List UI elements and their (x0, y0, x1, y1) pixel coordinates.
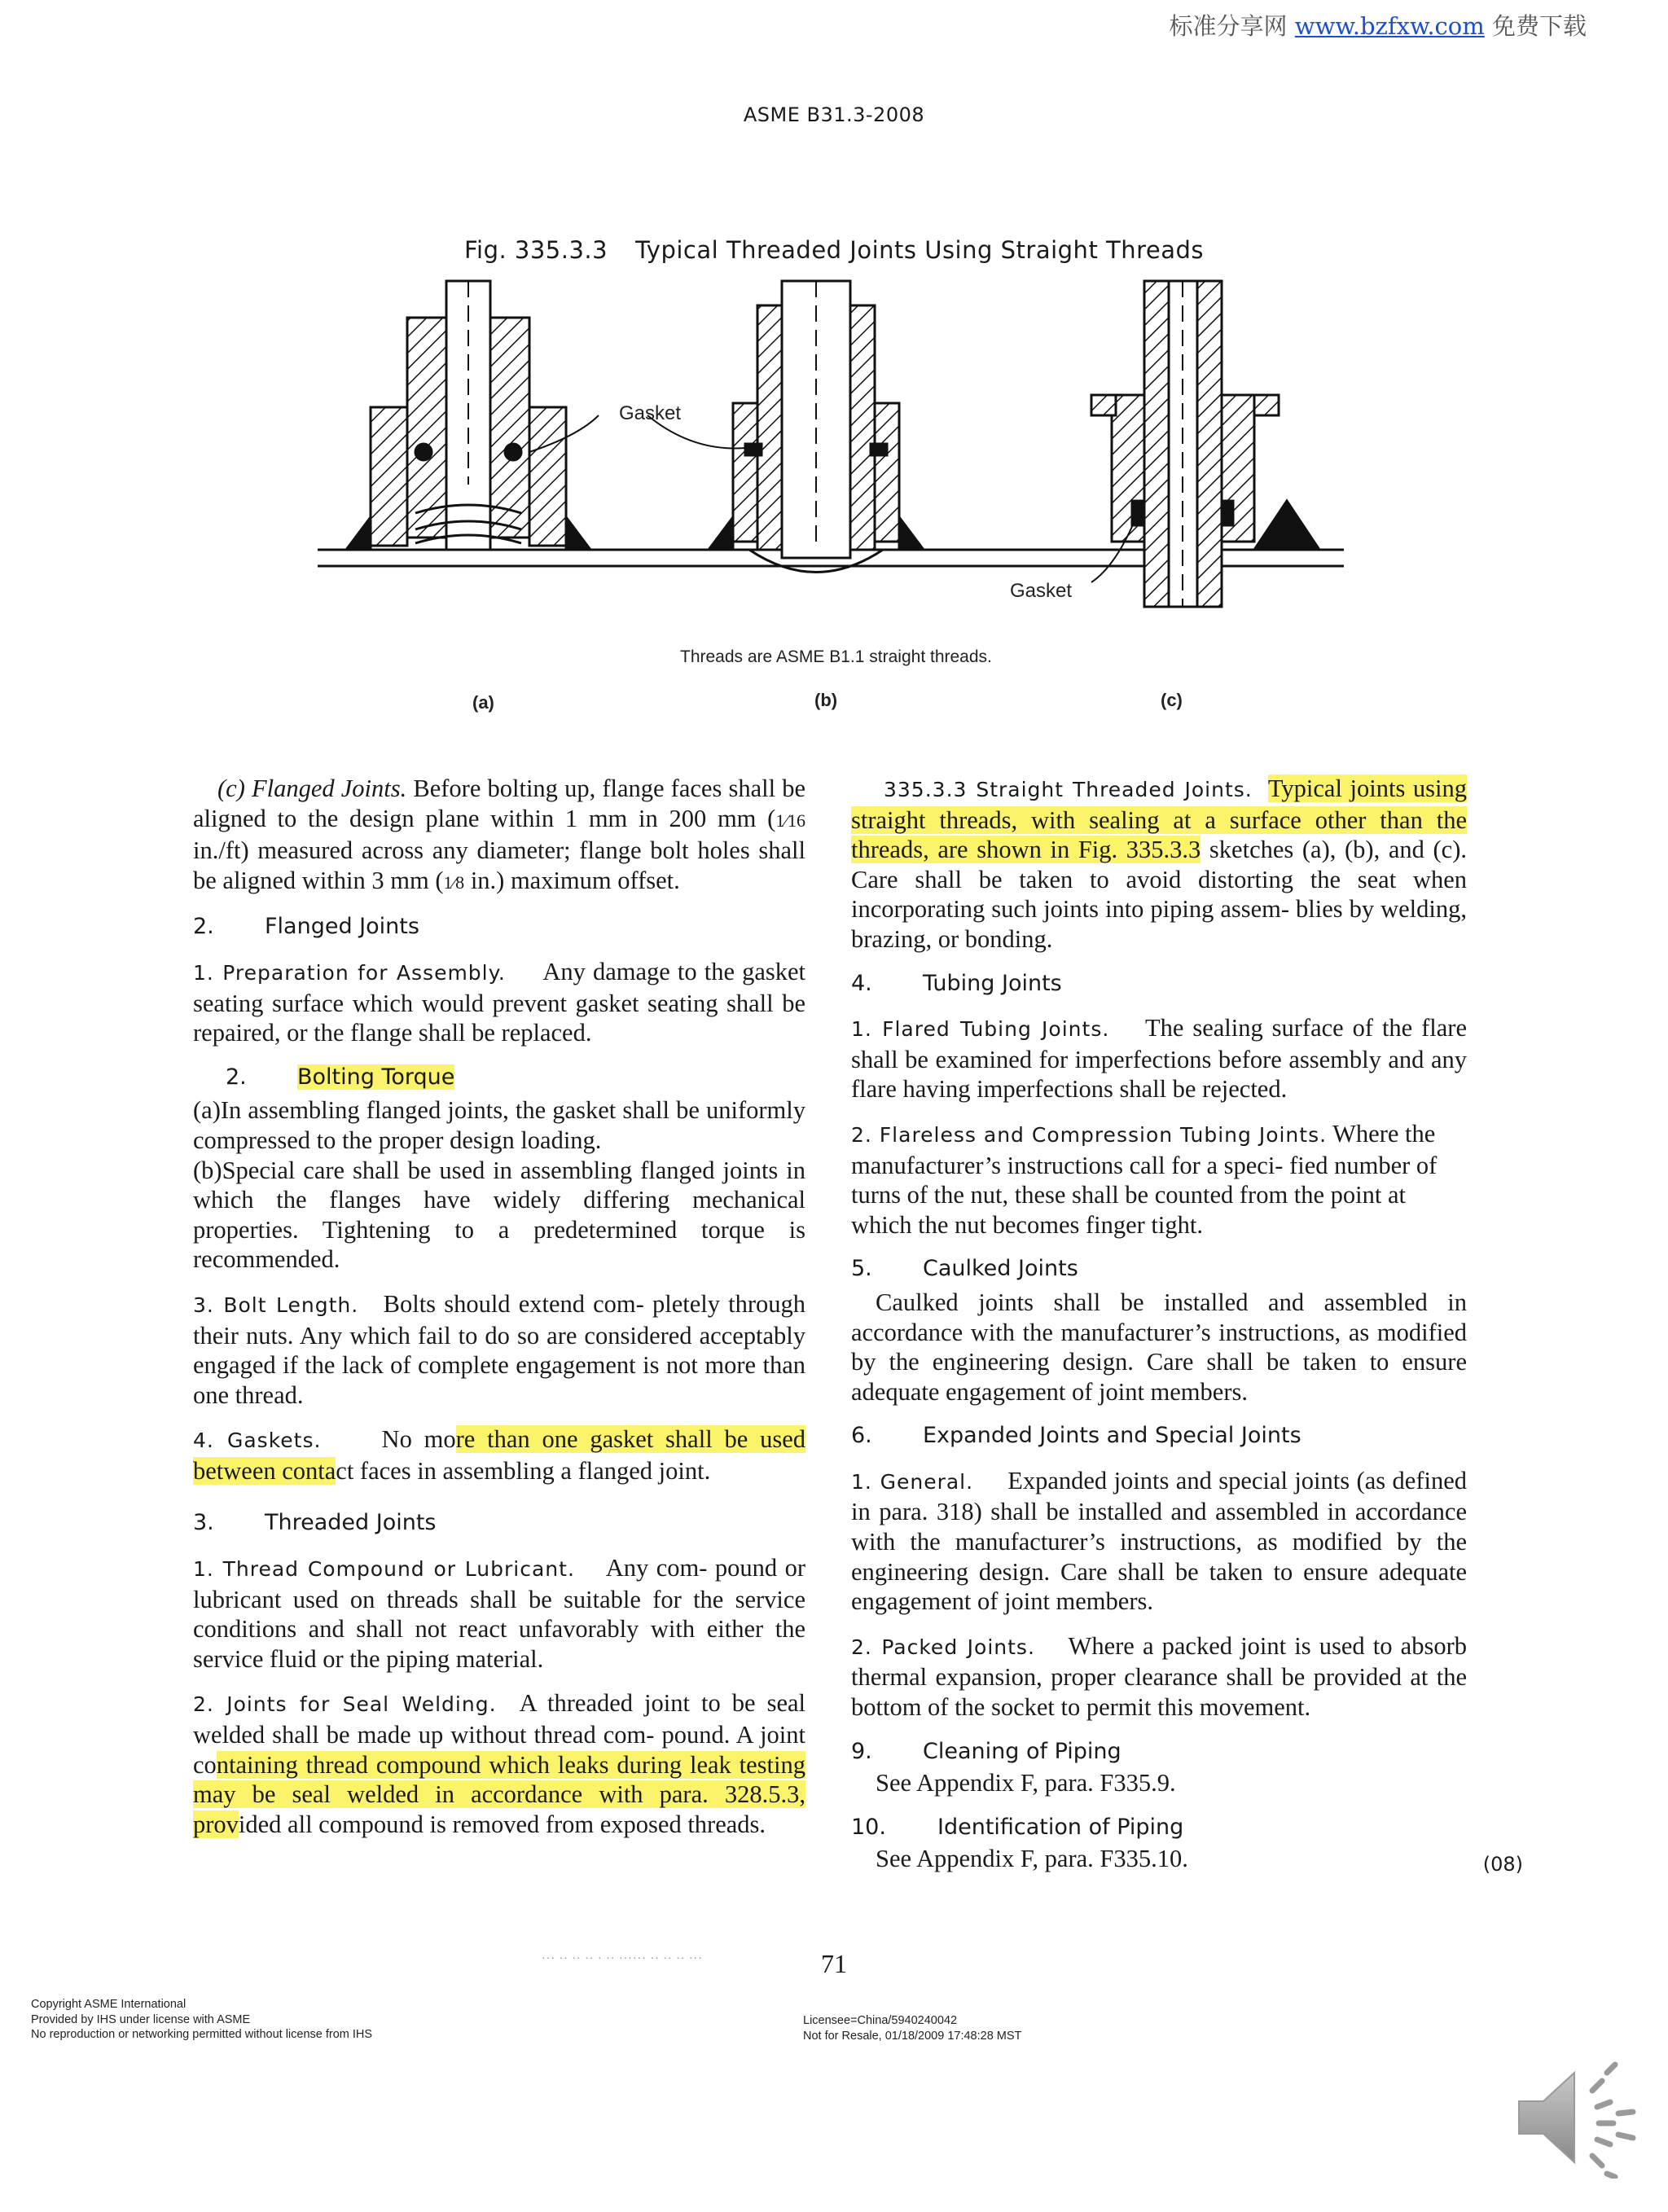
gaskets-para (193, 1424, 805, 1486)
heading-number: 3. (193, 1510, 214, 1536)
heading-number: 2. (193, 914, 214, 940)
straight-threaded-para (851, 774, 1467, 955)
heading-title: Caulked Joints (923, 1256, 1078, 1282)
straight-threaded-body: sketches (a), (b), and (c). Care shall be taken to avoid distorting the seat when incorporating such joints into piping assem- blies by welding, brazing, or bonding. (851, 836, 1467, 953)
figure-title: Typical Threaded Joints Using Straight Threads (635, 236, 1205, 264)
watermark-link[interactable]: www.bzfxw.com (1294, 12, 1485, 40)
gaskets-text: No mo (381, 1425, 456, 1454)
joint-a (346, 281, 590, 550)
bolt-length-label: 3. Bolt Length. (193, 1293, 359, 1317)
torque-a: (a)In assembling flanged joints, the gasket shall be uniformly compressed to the proper design loading. (193, 1096, 805, 1154)
joint-c (1091, 281, 1319, 607)
left-column (193, 774, 805, 1854)
flanged-joints-para (193, 774, 805, 898)
flanged-body-2: in./ft) measured across any diameter; flange bolt holes shall be aligned within 3 mm ( (193, 836, 805, 894)
heading-number: 9. (851, 1738, 872, 1764)
heading-bolting-torque (226, 1063, 805, 1093)
packed-joints-body: Where a packed joint is used to absorb thermal expansion, proper clearance shall be provided at the bottom of the socket to permit this movement. (851, 1631, 1467, 1722)
dotted-rule: ··· ·· ·· ·· · ·· ······ ·· ·· ·· ··· (542, 1953, 703, 1965)
label-c: (c) (1161, 690, 1183, 710)
thread-compound-label: 1. Thread Compound or Lubricant. (193, 1557, 575, 1582)
fraction-1-8: 1⁄8 (443, 871, 465, 893)
general-label: 1. General. (851, 1469, 974, 1494)
identification-body: See Appendix F, para. F335.10. (876, 1845, 1188, 1873)
flareless-para (851, 1119, 1467, 1240)
gaskets-label: 4. Gaskets. (193, 1429, 322, 1453)
heading-title: Flanged Joints (265, 914, 419, 940)
label-b: (b) (814, 690, 838, 710)
heading-number: 5. (851, 1256, 872, 1282)
heading-title: Threaded Joints (265, 1510, 437, 1536)
heading-number: 10. (851, 1814, 886, 1840)
seal-welding-para (193, 1688, 805, 1839)
thread-compound-para (193, 1553, 805, 1674)
preparation-label: 1. Preparation for Assembly. (193, 960, 506, 985)
seal-welding-highlight: ntaining thread compound which leaks during leak testing may be seal welded in accordance with para. 328.5.3, prov (193, 1750, 805, 1838)
heading-number: 2. (226, 1064, 247, 1090)
footer-reproduction: No reproduction or networking permitted without license from IHS (31, 2028, 373, 2041)
figure-note: Threads are ASME B1.1 straight threads. (680, 647, 992, 666)
flared-tubing-label: 1. Flared Tubing Joints. (851, 1017, 1110, 1042)
right-column (851, 774, 1467, 1889)
footer-copyright: Copyright ASME International (31, 1998, 187, 2011)
heading-flanged-joints (193, 912, 805, 942)
gasket-label-top: Gasket (619, 402, 682, 424)
figure-caption (0, 236, 1668, 264)
thread-compound-body: Any com- pound or lubricant used on threads shall be suitable for the service conditions and shall not react unfavorably with either the service fluid or the piping material. (193, 1554, 806, 1673)
packed-joints-para (851, 1631, 1467, 1723)
caulked-body: Caulked joints shall be installed and assembled in accordance with the manufacturer’s instructions, as modified by the engineering design. Care shall be taken to ensure adequate engagement of joint members. (851, 1288, 1467, 1406)
footer-not-for-resale: Not for Resale, 01/18/2009 17:48:28 MST (803, 2029, 1022, 2043)
speaker-icon[interactable] (1511, 2056, 1641, 2179)
heading-identification (851, 1813, 1467, 1843)
watermark-bar (1170, 8, 1587, 42)
heading-threaded-joints (193, 1508, 805, 1538)
gaskets-text-end: ct faces in assembling a flanged joint. (336, 1456, 711, 1485)
general-body: Expanded joints and special joints (as defined in para. 318) shall be installed and assembled in accordance with the manufacturer’s instructions, as modified by the engineering design. Care shall be taken to ensure adequate engagement of joint members. (851, 1466, 1467, 1616)
footer-right (803, 2013, 1021, 2043)
flareless-body: Where the manufacturer’s instructions call for a speci- fied number of turns of the nut, these shall be counted from the point at which the nut becomes finger tight. (851, 1119, 1438, 1239)
flared-tubing-body: The sealing surface of the flare shall be examined for imperfections before assembly and any flare having imperfections shall be rejected. (851, 1014, 1468, 1104)
flanged-body-3: in.) maximum offset. (464, 866, 680, 894)
watermark-site-name: 标准分享网 (1169, 12, 1288, 40)
label-a: (a) (472, 692, 494, 713)
seal-welding-text-end: ided all compound is removed from exposed threads. (238, 1810, 766, 1838)
flared-tubing-para (851, 1013, 1467, 1104)
figure-number: Fig. 335.3.3 (463, 236, 608, 264)
footer-left (31, 1997, 372, 2043)
gaskets-highlight: re than one gasket shall be used between conta (193, 1425, 805, 1485)
packed-joints-label: 2. Packed Joints. (851, 1635, 1035, 1659)
bolt-length-body: Bolts should extend com- pletely through their nuts. Any which fail to do so are considered acceptably engaged if the lack of complete engagement is not more than one thread. (193, 1289, 805, 1409)
heading-title: Identification of Piping (937, 1814, 1184, 1840)
seal-welding-label: 2. Joints for Seal Welding. (193, 1692, 497, 1717)
heading-expanded-joints (851, 1421, 1467, 1451)
heading-title: Cleaning of Piping (923, 1738, 1122, 1764)
flareless-label: 2. Flareless and Compression Tubing Joints. (851, 1122, 1328, 1147)
footer-provided: Provided by IHS under license with ASME (31, 2012, 251, 2026)
heading-title: Expanded Joints and Special Joints (923, 1423, 1301, 1449)
straight-threaded-label: 335.3.3 Straight Threaded Joints. (884, 778, 1253, 801)
preparation-body: Any damage to the gasket seating surface which would prevent gasket seating shall be repaired, or the flange shall be replaced. (193, 957, 806, 1047)
joint-b (709, 281, 924, 573)
preparation-para (193, 957, 805, 1048)
straight-threaded-highlight: Typical joints using straight threads, with sealing at a surface other than the threads, are shown in Fig. 335.3.3 (851, 775, 1467, 864)
heading-title-highlighted: Bolting Torque (297, 1064, 455, 1090)
heading-cleaning (851, 1737, 1467, 1767)
flanged-body-1: Before bolting up, flange faces shall be aligned to the design plane within 1 mm in 200 mm ( (193, 775, 805, 832)
cleaning-body: See Appendix F, para. F335.9. (876, 1769, 1176, 1797)
footer-licensee: Licensee=China/5940240042 (803, 2014, 958, 2027)
heading-number: 6. (851, 1423, 872, 1449)
revision-marker: (08) (1482, 1853, 1523, 1876)
heading-tubing-joints (851, 969, 1467, 999)
heading-caulked-joints (851, 1254, 1467, 1284)
general-para (851, 1466, 1467, 1617)
bolt-length-para (193, 1289, 805, 1410)
seal-welding-text: A threaded joint to be seal welded shall be made up without thread com- pound. A joint co (193, 1689, 806, 1779)
heading-title: Tubing Joints (923, 970, 1062, 996)
watermark-download-text: 免费下载 (1491, 12, 1587, 40)
flanged-joints-label: (c) Flanged Joints. (217, 775, 407, 802)
fraction-1-16: 1⁄16 (775, 810, 805, 831)
heading-number: 4. (851, 970, 872, 996)
threaded-joints-figure (309, 273, 1352, 729)
gasket-label-bottom: Gasket (1010, 580, 1073, 602)
document-header: ASME B31.3-2008 (743, 103, 925, 126)
page-number: 71 (821, 1949, 847, 1978)
torque-b: (b)Special care shall be used in assembling flanged joints in which the flanges have widely differing mechanical properties. Tightening to a predetermined torque is recommended. (193, 1156, 805, 1274)
